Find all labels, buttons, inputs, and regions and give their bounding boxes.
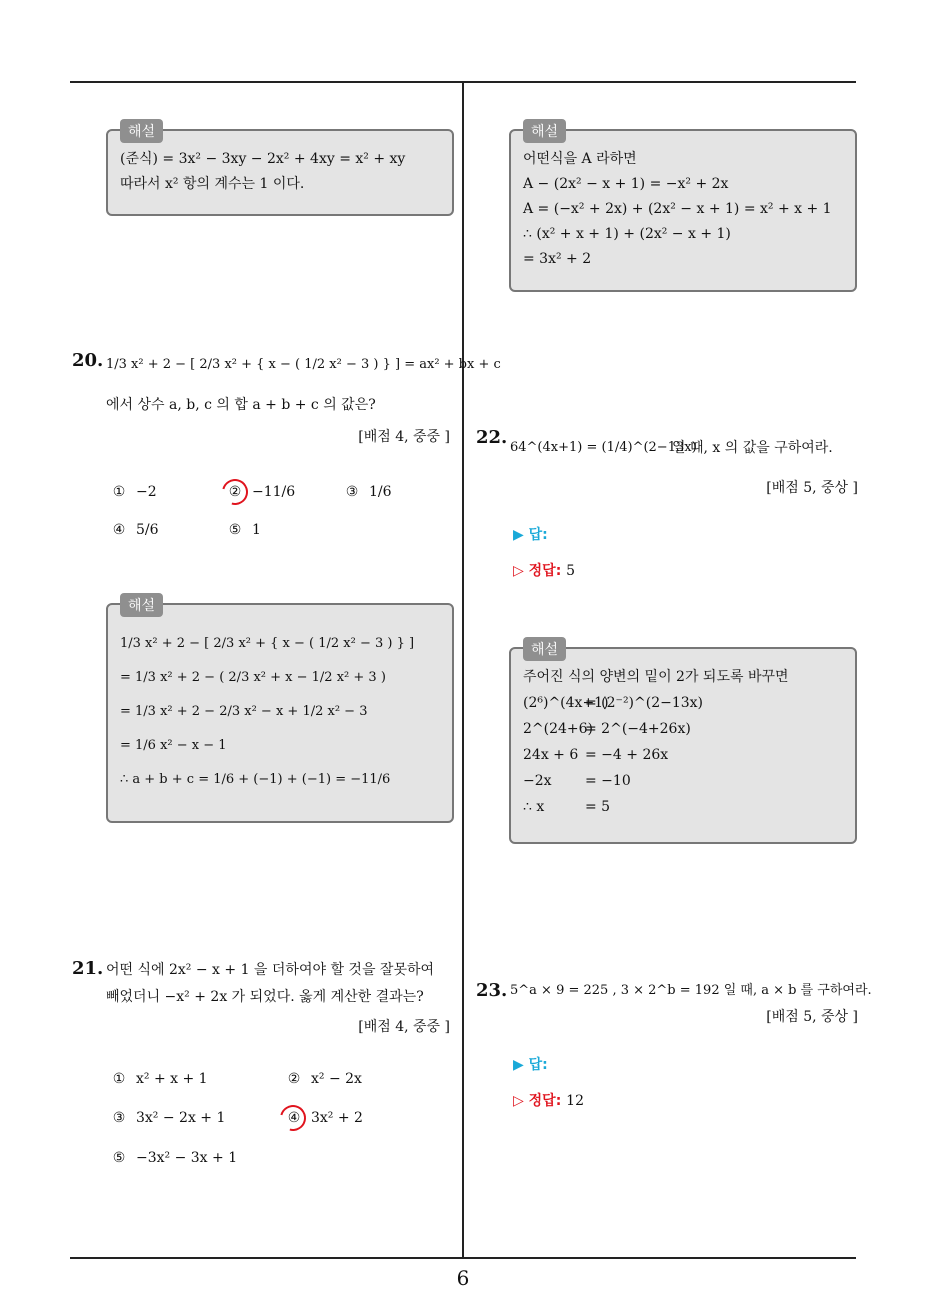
solution-line: 1/3 x² + 2 − [ 2/3 x² + { x − ( 1/2 x² − 3 ) } ] bbox=[120, 636, 415, 651]
option-value: x² − 2x bbox=[311, 1071, 362, 1087]
solution-tab: 해설 bbox=[523, 119, 566, 143]
option-3[interactable] bbox=[110, 1110, 225, 1126]
option-number: ⑤ bbox=[228, 522, 242, 538]
question-expression: 1/3 x² + 2 − [ 2/3 x² + { x − ( 1/2 x² − 3 ) } ] = ax² + bx + c bbox=[106, 357, 501, 372]
correct-answer bbox=[513, 1090, 584, 1110]
option-number: ① bbox=[112, 1071, 126, 1087]
row-lhs: (2⁶)^(4x+1) bbox=[523, 695, 609, 711]
correct-value: 12 bbox=[566, 1093, 584, 1109]
correct-label: ▷ 정답: bbox=[513, 1093, 562, 1109]
option-number: ② bbox=[287, 1071, 301, 1087]
question-23 bbox=[476, 980, 872, 1040]
question-number: 20. bbox=[72, 350, 104, 371]
question-text: 에서 상수 a, b, c 의 합 a + b + c 의 값은? bbox=[106, 397, 376, 413]
option-value: 5/6 bbox=[136, 522, 159, 538]
row-lhs: 24x + 6 bbox=[523, 747, 579, 763]
option-1[interactable] bbox=[110, 1071, 208, 1087]
answer-label: ▶ 답: bbox=[513, 527, 548, 543]
score-label: [배점 4, 중중 ] bbox=[358, 429, 450, 445]
solution-tab: 해설 bbox=[120, 119, 163, 143]
solution-tab: 해설 bbox=[523, 637, 566, 661]
question-text: 일 때, x 의 값을 구하여라. bbox=[672, 440, 833, 456]
solution-row bbox=[523, 768, 841, 794]
correct-value: 5 bbox=[566, 563, 576, 579]
option-5[interactable] bbox=[110, 1150, 237, 1166]
solution-intro: 주어진 식의 양변의 밑이 2가 되도록 바꾸면 bbox=[523, 669, 789, 685]
row-rhs: = (2⁻²)^(2−13x) bbox=[585, 695, 704, 711]
option-number: ③ bbox=[345, 484, 359, 500]
row-rhs: = −4 + 26x bbox=[585, 747, 669, 763]
score-label: [배점 5, 중상 ] bbox=[766, 1009, 858, 1025]
solution-line: ∴ a + b + c = 1/6 + (−1) + (−1) = −11/6 bbox=[120, 772, 391, 787]
answer-mark-circle bbox=[275, 1100, 311, 1136]
solution-line: = 1/3 x² + 2 − 2/3 x² − x + 1/2 x² − 3 bbox=[120, 704, 368, 719]
solution-line: = 1/6 x² − x − 1 bbox=[120, 738, 227, 753]
row-lhs: ∴ x bbox=[523, 799, 545, 815]
solution-line: 어떤식을 A 라하면 bbox=[523, 151, 637, 167]
solution-line: (준식) = 3x² − 3xy − 2x² + 4xy = x² + xy bbox=[120, 151, 406, 167]
answer-input-label[interactable] bbox=[513, 1054, 548, 1074]
solution-box-22 bbox=[509, 642, 857, 844]
option-value: 1/6 bbox=[369, 484, 392, 500]
option-value: 1 bbox=[252, 522, 261, 538]
option-value: x² + x + 1 bbox=[136, 1071, 208, 1087]
question-text-line2: 빼었더니 −x² + 2x 가 되었다. 옳게 계산한 결과는? bbox=[106, 989, 424, 1005]
answer-label: ▶ 답: bbox=[513, 1057, 548, 1073]
answer-input-label[interactable] bbox=[513, 524, 548, 544]
question-text-line1: 어떤 식에 2x² − x + 1 을 더하여야 할 것을 잘못하여 bbox=[106, 962, 435, 978]
solution-tab: 해설 bbox=[120, 593, 163, 617]
correct-label: ▷ 정답: bbox=[513, 563, 562, 579]
option-4[interactable] bbox=[110, 522, 159, 538]
score-label: [배점 4, 중중 ] bbox=[358, 1019, 450, 1035]
solution-line: 따라서 x² 항의 계수는 1 이다. bbox=[120, 176, 305, 192]
correct-answer bbox=[513, 560, 575, 580]
solution-line: = 1/3 x² + 2 − ( 2/3 x² + x − 1/2 x² + 3 ) bbox=[120, 670, 386, 685]
question-number: 23. bbox=[476, 980, 508, 1001]
solution-box-21 bbox=[509, 124, 857, 292]
column-divider bbox=[462, 83, 464, 1258]
solution-line: A − (2x² − x + 1) = −x² + 2x bbox=[523, 176, 729, 192]
option-number: ⑤ bbox=[112, 1150, 126, 1166]
solution-row bbox=[523, 690, 841, 716]
row-lhs: −2x bbox=[523, 773, 552, 789]
option-5[interactable] bbox=[226, 522, 261, 538]
option-1[interactable] bbox=[110, 484, 157, 500]
solution-line: ∴ (x² + x + 1) + (2x² − x + 1) bbox=[523, 226, 731, 242]
row-rhs: = 5 bbox=[585, 799, 611, 815]
question-number: 22. bbox=[476, 427, 508, 448]
row-lhs: 2^(24+6) bbox=[523, 721, 594, 737]
option-value: 3x² − 2x + 1 bbox=[136, 1110, 226, 1126]
option-value: 3x² + 2 bbox=[311, 1110, 363, 1126]
option-number: ② bbox=[228, 484, 242, 500]
option-3[interactable] bbox=[343, 484, 392, 500]
solution-box-20 bbox=[106, 598, 454, 823]
solution-row bbox=[523, 794, 841, 820]
solution-line: = 3x² + 2 bbox=[523, 251, 592, 267]
option-number: ③ bbox=[112, 1110, 126, 1126]
question-number: 21. bbox=[72, 958, 104, 979]
solution-row bbox=[523, 716, 841, 742]
question-21 bbox=[72, 958, 462, 1048]
score-label: [배점 5, 중상 ] bbox=[766, 480, 858, 496]
page-number: 6 bbox=[456, 1266, 470, 1290]
question-expression: 64^(4x+1) = (1/4)^(2−13x) bbox=[510, 440, 697, 455]
solution-box-19 bbox=[106, 124, 454, 216]
option-value: −3x² − 3x + 1 bbox=[136, 1150, 238, 1166]
option-number: ① bbox=[112, 484, 126, 500]
option-value: −2 bbox=[136, 484, 157, 500]
question-22 bbox=[476, 427, 862, 507]
row-rhs: = −10 bbox=[585, 773, 631, 789]
option-number: ④ bbox=[112, 522, 126, 538]
bottom-rule bbox=[70, 1257, 856, 1259]
solution-line: A = (−x² + 2x) + (2x² − x + 1) = x² + x + 1 bbox=[523, 201, 832, 217]
question-20 bbox=[72, 350, 501, 550]
option-value: −11/6 bbox=[252, 484, 296, 500]
solution-row bbox=[523, 742, 841, 768]
option-2[interactable] bbox=[285, 1071, 362, 1087]
question-text: 5^a × 9 = 225 , 3 × 2^b = 192 일 때, a × b 를 구하여라. bbox=[510, 983, 872, 998]
option-number: ④ bbox=[287, 1110, 301, 1126]
row-rhs: = 2^(−4+26x) bbox=[585, 721, 691, 737]
